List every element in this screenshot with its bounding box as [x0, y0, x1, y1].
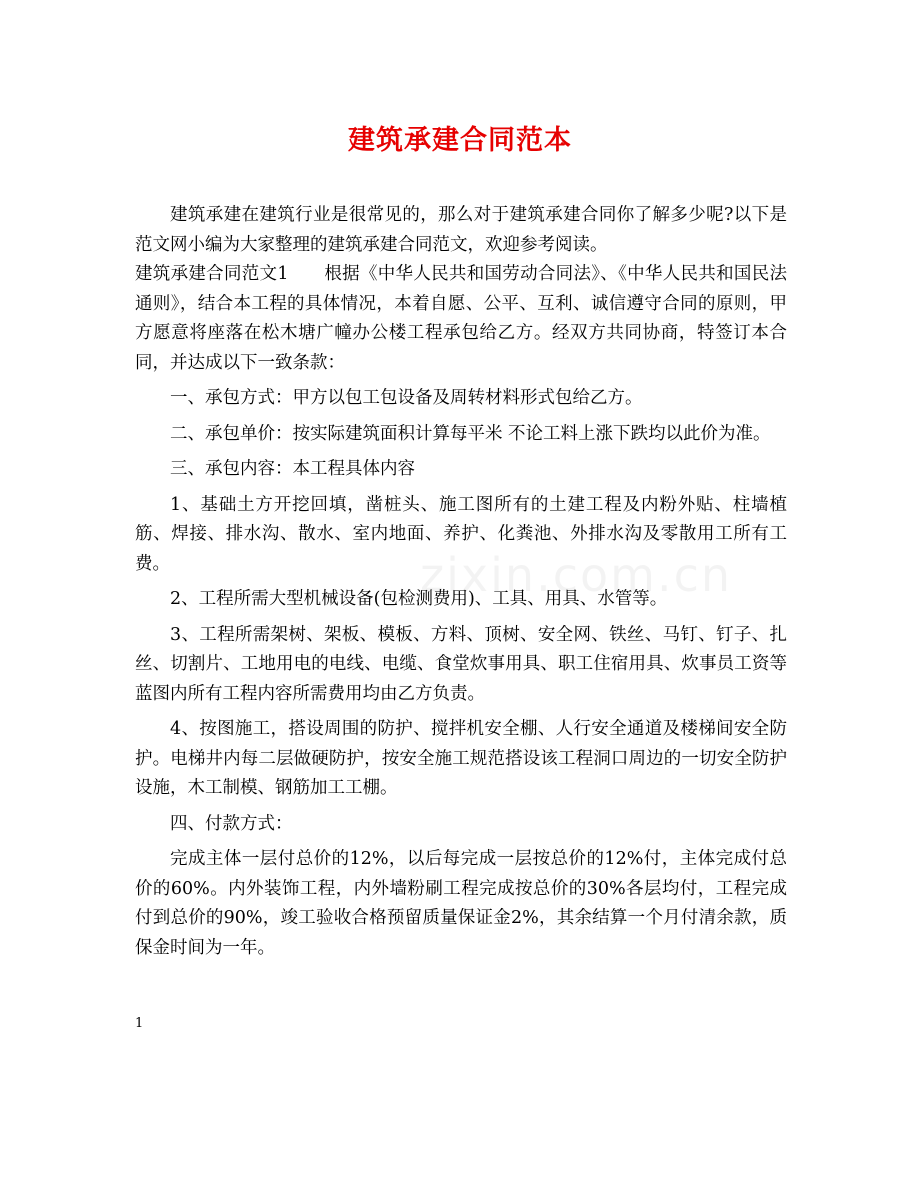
paragraph-item-1: 1、基础土方开挖回填，凿桩头、施工图所有的土建工程及内粉外贴、柱墙植筋、焊接、排水沟、散水、室内地面、养护、化粪池、外排水沟及零散用工所有工费。 — [135, 494, 787, 574]
document-title: 建筑承建合同范本 — [348, 125, 572, 156]
paragraph-item-3: 3、工程所需架树、架板、模板、方料、顶树、安全网、铁丝、马钉、钉子、扎丝、切割片、工地用电的电线、电缆、食堂炊事用具、职工住宿用具、炊事员工资等蓝图内所有工程内容所需费用均由乙方负责。 — [135, 624, 787, 704]
paragraph-preamble: 建筑承建合同范文1 根据《中华人民共和国劳动合同法》、《中华人民共和国民法通则》，结合本工程的具体情况，本着自愿、公平、互利、诚信遵守合同的原则，甲方愿意将座落在松木塘广幢办公楼工程承包给乙方。经双方共同协商，特签订本合同，并达成以下一致条款： — [135, 264, 787, 373]
paragraph-clause-3: 三、承包内容：本工程具体内容 — [170, 459, 415, 479]
paragraph-item-4: 4、按图施工，搭设周围的防护、搅拌机安全棚、人行安全通道及楼梯间安全防护。电梯井内每二层做硬防护，按安全施工规范搭设该工程洞口周边的一切安全防护设施，木工制模、钢筋加工工棚。 — [135, 719, 787, 798]
paragraph-clause-2: 二、承包单价：按实际建筑面积计算每平米 不论工料上涨下跌均以此价为准。 — [170, 423, 771, 444]
page-number: 1 — [135, 1016, 144, 1031]
paragraph-clause-4: 四、付款方式： — [170, 813, 293, 834]
paragraph-payment: 完成主体一层付总价的12%，以后每完成一层按总价的12%付，主体完成付总价的60%。内外装饰工程，内外墙粉刷工程完成按总价的30%各层均付，工程完成付到总价的90%，竣工验收合格预留质量保证金2%，其余结算一个月付清余款，质保金时间为一年。 — [135, 849, 787, 958]
paragraph-clause-1: 一、承包方式：甲方以包工包设备及周转材料形式包给乙方。 — [170, 388, 643, 408]
paragraph-item-2: 2、工程所需大型机械设备(包检测费用)、工具、用具、水管等。 — [170, 589, 668, 609]
document-body — [135, 201, 787, 963]
paragraph-intro: 建筑承建在建筑行业是很常见的，那么对于建筑承建合同你了解多少呢?以下是范文网小编为大家整理的建筑承建合同范文，欢迎参考阅读。 — [135, 205, 787, 255]
